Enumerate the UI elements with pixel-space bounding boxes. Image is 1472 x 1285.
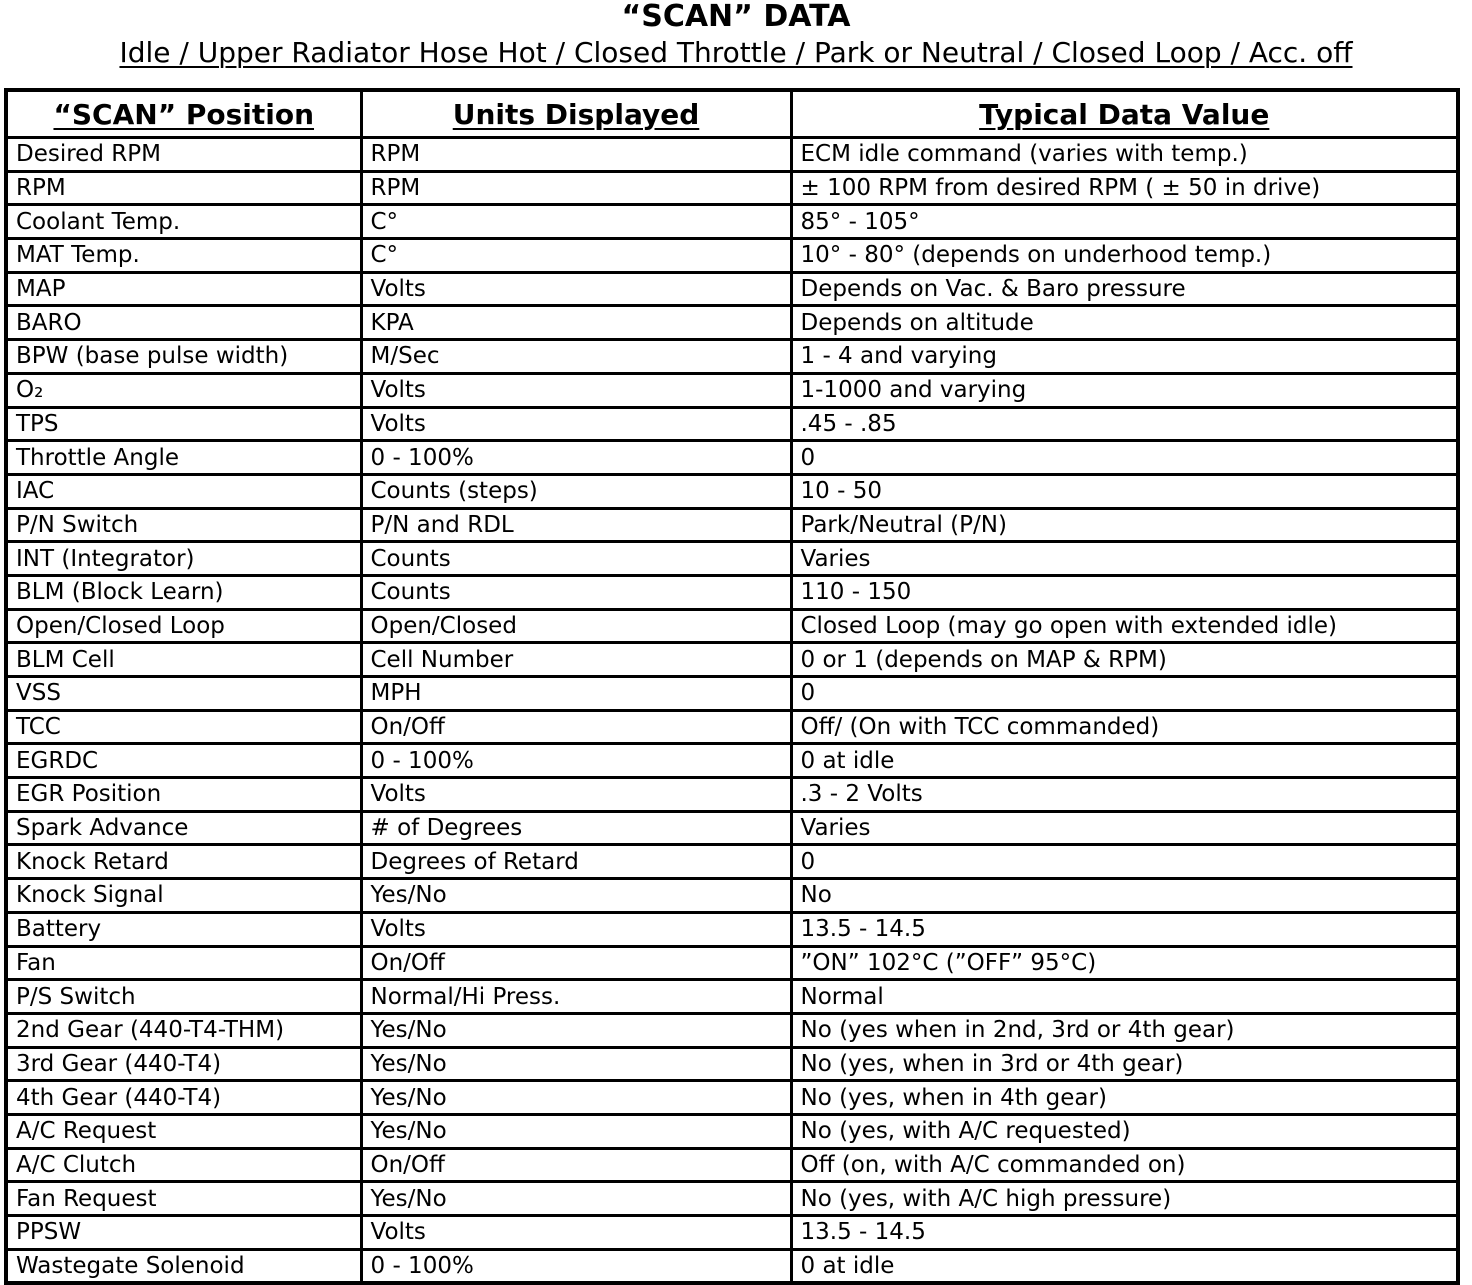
cell-scan-position: P/S Switch	[6, 980, 361, 1014]
cell-scan-position: A/C Clutch	[6, 1148, 361, 1182]
cell-scan-position: TCC	[6, 710, 361, 744]
table-row	[6, 1182, 1458, 1216]
cell-units-displayed: On/Off	[361, 946, 791, 980]
cell-units-displayed: Yes/No	[361, 1047, 791, 1081]
cell-scan-position: Fan Request	[6, 1182, 361, 1216]
cell-scan-position: 4th Gear (440-T4)	[6, 1081, 361, 1115]
cell-typical-data-value: 85° - 105°	[791, 205, 1458, 239]
cell-typical-data-value: 0	[791, 845, 1458, 879]
cell-units-displayed: 0 - 100%	[361, 1249, 791, 1283]
cell-typical-data-value: 10° - 80° (depends on underhood temp.)	[791, 239, 1458, 273]
table-body	[6, 138, 1458, 1283]
table-row	[6, 879, 1458, 913]
cell-scan-position: Coolant Temp.	[6, 205, 361, 239]
cell-typical-data-value: Off (on, with A/C commanded on)	[791, 1148, 1458, 1182]
cell-typical-data-value: 0	[791, 677, 1458, 711]
table-row	[6, 609, 1458, 643]
cell-scan-position: EGRDC	[6, 744, 361, 778]
cell-units-displayed: # of Degrees	[361, 811, 791, 845]
cell-units-displayed: Volts	[361, 407, 791, 441]
cell-units-displayed: Cell Number	[361, 643, 791, 677]
cell-units-displayed: Counts	[361, 542, 791, 576]
cell-scan-position: MAT Temp.	[6, 239, 361, 273]
cell-scan-position: BLM Cell	[6, 643, 361, 677]
cell-units-displayed: Yes/No	[361, 1013, 791, 1047]
cell-units-displayed: Degrees of Retard	[361, 845, 791, 879]
table-row	[6, 1081, 1458, 1115]
table-row	[6, 1047, 1458, 1081]
header-typical-data-value: Typical Data Value	[791, 90, 1458, 138]
cell-typical-data-value: ± 100 RPM from desired RPM ( ± 50 in drive)	[791, 171, 1458, 205]
cell-scan-position: Knock Signal	[6, 879, 361, 913]
cell-typical-data-value: 1 - 4 and varying	[791, 340, 1458, 374]
table-row	[6, 980, 1458, 1014]
cell-typical-data-value: 110 - 150	[791, 575, 1458, 609]
page-subtitle: Idle / Upper Radiator Hose Hot / Closed Throttle / Park or Neutral / Closed Loop / Acc. off	[119, 36, 1353, 69]
table-header-row	[6, 90, 1458, 138]
cell-scan-position: Knock Retard	[6, 845, 361, 879]
cell-typical-data-value: Off/ (On with TCC commanded)	[791, 710, 1458, 744]
cell-typical-data-value: 0 or 1 (depends on MAP & RPM)	[791, 643, 1458, 677]
table-row	[6, 508, 1458, 542]
cell-scan-position: A/C Request	[6, 1114, 361, 1148]
table-row	[6, 643, 1458, 677]
cell-scan-position: BLM (Block Learn)	[6, 575, 361, 609]
cell-typical-data-value: Normal	[791, 980, 1458, 1014]
cell-units-displayed: Normal/Hi Press.	[361, 980, 791, 1014]
table-row	[6, 1249, 1458, 1283]
cell-typical-data-value: 13.5 - 14.5	[791, 1216, 1458, 1250]
table-row	[6, 1013, 1458, 1047]
cell-typical-data-value: .45 - .85	[791, 407, 1458, 441]
table-row	[6, 575, 1458, 609]
cell-scan-position: 2nd Gear (440-T4-THM)	[6, 1013, 361, 1047]
cell-units-displayed: Volts	[361, 272, 791, 306]
cell-typical-data-value: 0	[791, 441, 1458, 475]
table-row	[6, 1114, 1458, 1148]
table-row	[6, 912, 1458, 946]
cell-scan-position: Spark Advance	[6, 811, 361, 845]
cell-units-displayed: Volts	[361, 1216, 791, 1250]
table-row	[6, 744, 1458, 778]
table-row	[6, 138, 1458, 172]
cell-scan-position: Throttle Angle	[6, 441, 361, 475]
cell-scan-position: MAP	[6, 272, 361, 306]
cell-scan-position: Desired RPM	[6, 138, 361, 172]
cell-scan-position: Wastegate Solenoid	[6, 1249, 361, 1283]
table-row	[6, 373, 1458, 407]
cell-units-displayed: RPM	[361, 171, 791, 205]
cell-typical-data-value: Depends on altitude	[791, 306, 1458, 340]
cell-units-displayed: 0 - 100%	[361, 441, 791, 475]
table-row	[6, 1148, 1458, 1182]
table-row	[6, 677, 1458, 711]
cell-scan-position: O₂	[6, 373, 361, 407]
cell-scan-position: P/N Switch	[6, 508, 361, 542]
table-row	[6, 811, 1458, 845]
cell-typical-data-value: No (yes, when in 4th gear)	[791, 1081, 1458, 1115]
table-row	[6, 778, 1458, 812]
cell-units-displayed: Open/Closed	[361, 609, 791, 643]
cell-typical-data-value: ECM idle command (varies with temp.)	[791, 138, 1458, 172]
cell-typical-data-value: .3 - 2 Volts	[791, 778, 1458, 812]
cell-units-displayed: Volts	[361, 373, 791, 407]
cell-units-displayed: Volts	[361, 912, 791, 946]
header-scan-position: “SCAN” Position	[6, 90, 361, 138]
cell-scan-position: EGR Position	[6, 778, 361, 812]
scan-data-table	[4, 88, 1460, 1285]
cell-units-displayed: Counts (steps)	[361, 474, 791, 508]
table-row	[6, 306, 1458, 340]
cell-typical-data-value: No (yes when in 2nd, 3rd or 4th gear)	[791, 1013, 1458, 1047]
cell-scan-position: 3rd Gear (440-T4)	[6, 1047, 361, 1081]
cell-units-displayed: KPA	[361, 306, 791, 340]
table-row	[6, 171, 1458, 205]
table-row	[6, 474, 1458, 508]
cell-units-displayed: RPM	[361, 138, 791, 172]
cell-units-displayed: C°	[361, 239, 791, 273]
table-row	[6, 340, 1458, 374]
cell-units-displayed: MPH	[361, 677, 791, 711]
cell-units-displayed: M/Sec	[361, 340, 791, 374]
cell-units-displayed: Counts	[361, 575, 791, 609]
table-row	[6, 272, 1458, 306]
cell-typical-data-value: 10 - 50	[791, 474, 1458, 508]
page-title: “SCAN” DATA	[621, 0, 851, 34]
cell-typical-data-value: Varies	[791, 811, 1458, 845]
cell-scan-position: RPM	[6, 171, 361, 205]
cell-typical-data-value: 0 at idle	[791, 1249, 1458, 1283]
table-row	[6, 710, 1458, 744]
cell-scan-position: Open/Closed Loop	[6, 609, 361, 643]
cell-typical-data-value: 13.5 - 14.5	[791, 912, 1458, 946]
cell-units-displayed: Yes/No	[361, 1182, 791, 1216]
table-row	[6, 946, 1458, 980]
cell-scan-position: INT (Integrator)	[6, 542, 361, 576]
cell-scan-position: IAC	[6, 474, 361, 508]
table-row	[6, 542, 1458, 576]
cell-typical-data-value: Depends on Vac. & Baro pressure	[791, 272, 1458, 306]
table-row	[6, 407, 1458, 441]
cell-typical-data-value: 1-1000 and varying	[791, 373, 1458, 407]
cell-units-displayed: Yes/No	[361, 1081, 791, 1115]
cell-typical-data-value: No (yes, with A/C high pressure)	[791, 1182, 1458, 1216]
cell-typical-data-value: 0 at idle	[791, 744, 1458, 778]
cell-scan-position: PPSW	[6, 1216, 361, 1250]
cell-units-displayed: On/Off	[361, 1148, 791, 1182]
table-row	[6, 441, 1458, 475]
cell-typical-data-value: No	[791, 879, 1458, 913]
cell-units-displayed: Yes/No	[361, 879, 791, 913]
cell-scan-position: VSS	[6, 677, 361, 711]
cell-typical-data-value: No (yes, when in 3rd or 4th gear)	[791, 1047, 1458, 1081]
cell-units-displayed: On/Off	[361, 710, 791, 744]
cell-scan-position: Battery	[6, 912, 361, 946]
cell-units-displayed: C°	[361, 205, 791, 239]
table-row	[6, 205, 1458, 239]
cell-typical-data-value: Park/Neutral (P/N)	[791, 508, 1458, 542]
cell-typical-data-value: Closed Loop (may go open with extended idle)	[791, 609, 1458, 643]
cell-scan-position: TPS	[6, 407, 361, 441]
table-row	[6, 845, 1458, 879]
table-row	[6, 1216, 1458, 1250]
cell-typical-data-value: Varies	[791, 542, 1458, 576]
cell-scan-position: BPW (base pulse width)	[6, 340, 361, 374]
cell-units-displayed: P/N and RDL	[361, 508, 791, 542]
header-units-displayed: Units Displayed	[361, 90, 791, 138]
cell-units-displayed: Volts	[361, 778, 791, 812]
cell-typical-data-value: ”ON” 102°C (”OFF” 95°C)	[791, 946, 1458, 980]
cell-units-displayed: Yes/No	[361, 1114, 791, 1148]
table-row	[6, 239, 1458, 273]
cell-typical-data-value: No (yes, with A/C requested)	[791, 1114, 1458, 1148]
cell-units-displayed: 0 - 100%	[361, 744, 791, 778]
cell-scan-position: BARO	[6, 306, 361, 340]
cell-scan-position: Fan	[6, 946, 361, 980]
